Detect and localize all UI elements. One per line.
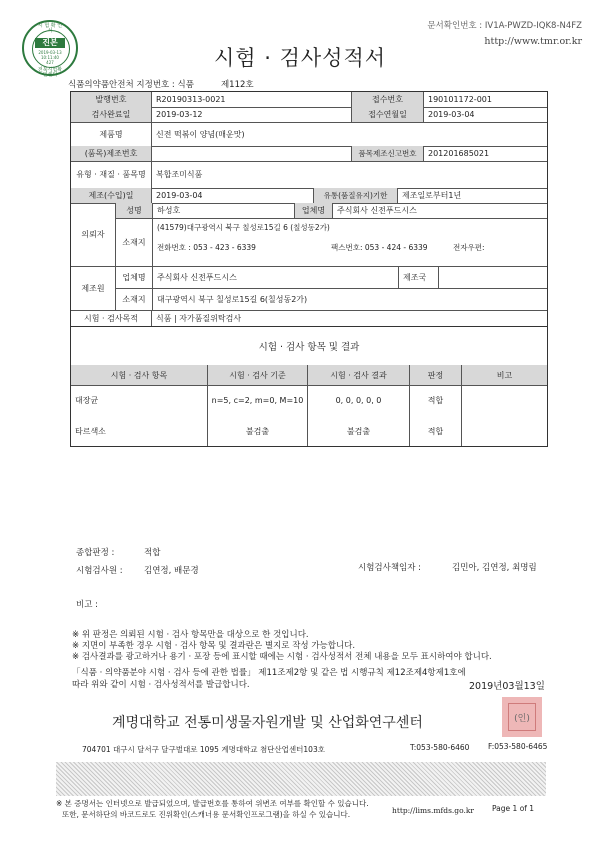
remark-label: 비고 : xyxy=(76,600,98,610)
client-name: 하성호 xyxy=(152,203,294,218)
footer-note-1: ※ 본 증명서는 인터넷으로 발급되었으며, 발급번호를 통하여 위변조 여부를 확인할 수 있습니다. xyxy=(56,799,369,808)
receipt-date: 2019-03-04 xyxy=(423,107,547,122)
institution-address: 704701 대구시 달서구 달구벌대로 1095 계명대학교 첨단산업센터103호 xyxy=(82,745,325,754)
client-address: (41579)대구광역시 북구 칠성로15길 6 (칠성동2가) xyxy=(157,223,330,232)
table-row: 대장균 n=5, c=2, m=0, M=10 0, 0, 0, 0, 0 적합 xyxy=(71,385,547,416)
col-header-standard: 시험 · 검사 기준 xyxy=(207,365,307,385)
receipt-number-label: 접수번호 xyxy=(351,92,423,107)
purpose: 식품 | 자가품질위탁검사 xyxy=(151,310,547,326)
col-header-result: 시험 · 검사 결과 xyxy=(307,365,409,385)
purpose-label: 시험 · 검사목적 xyxy=(84,313,138,323)
legal-basis-line2: 따라 위와 같이 시험 · 검사성적서를 발급합니다. xyxy=(72,680,250,690)
institution-tel: T:053-580-6460 xyxy=(410,743,470,752)
page-title: 시험 · 검사성적서 xyxy=(213,46,387,70)
results-table xyxy=(70,327,548,447)
manufacture-date: 2019-03-04 xyxy=(151,188,313,203)
client-email: 전자우편: xyxy=(453,243,485,252)
client-company-label: 업체명 xyxy=(294,203,332,218)
results-section-title: 시험 · 검사 항목 및 결과 xyxy=(71,327,547,366)
authenticity-stamp: 시 험 확 인 서 진본 2019-03-13 10:11:40 427 전북시험확인센터 xyxy=(22,20,78,76)
client-phone: 전화번호 : 053 - 423 - 6339 xyxy=(157,243,256,252)
client-company: 주식회사 신전푸드시스 xyxy=(332,203,547,218)
type-material-label: 유형 · 재질 · 품목명 xyxy=(76,170,146,179)
manufacturer-label: 제조원 xyxy=(81,283,105,293)
receipt-date-label: 접수연월일 xyxy=(351,107,423,122)
note-line: ※ 위 판정은 의뢰된 시험 · 검사 항목만을 대상으로 한 것입니다. xyxy=(72,630,309,640)
manufacturer-address-label: 소재지 xyxy=(122,294,146,304)
institution-fax: F:053-580-6465 xyxy=(488,742,548,751)
info-table xyxy=(70,91,548,327)
manufacture-date-label: 제조(수입)일 xyxy=(71,188,151,203)
security-barcode xyxy=(56,762,546,796)
product-name-label: 제품명 xyxy=(99,129,123,139)
legal-basis-line1: 「식품 · 의약품분야 시험 · 검사 등에 관한 법률」 제11조제2항 및 같은 법 시행규칙 제12조제4항제1호에 xyxy=(72,668,466,678)
footer-url[interactable]: http://lims.mfds.go.kr xyxy=(392,806,475,815)
manufacturer-company: 주식회사 신전푸드시스 xyxy=(152,266,398,288)
institution-name: 계명대학교 전통미생물자원개발 및 산업화연구센터 xyxy=(112,715,423,731)
type-material: 복합조미식품 xyxy=(151,161,547,188)
issue-number: R20190313-0021 xyxy=(151,92,351,107)
expiry: 제조일로부터1년 xyxy=(397,188,547,203)
responsible-label: 시험검사책임자 : xyxy=(358,563,422,573)
inspector: 김연정, 배문경 xyxy=(144,566,199,576)
col-header-note: 비고 xyxy=(461,365,547,385)
client-fax: 팩스번호: 053 - 424 - 6339 xyxy=(331,243,428,252)
manufacturer-company-label: 업체명 xyxy=(122,272,146,282)
manufacturer-country xyxy=(438,266,547,288)
manufacture-number xyxy=(151,146,351,161)
table-row: 타르색소 불검출 불검출 적합 xyxy=(71,416,547,446)
website-url[interactable]: http://www.tmr.or.kr xyxy=(484,36,582,47)
issue-date: 2019년03월13일 xyxy=(469,681,545,692)
completion-date: 2019-03-12 xyxy=(151,107,351,122)
client-name-label: 성명 xyxy=(116,203,152,218)
page-number: Page 1 of 1 xyxy=(492,804,535,813)
note-line: ※ 지면이 부족한 경우 시험 · 검사 항목 및 결과란은 별지로 작성 가능합니다. xyxy=(72,641,356,651)
footer-note-2: 또한, 문서하단의 바코드로도 진위확인(스캐너용 문서확인프로그램)을 하실 수 있습니다. xyxy=(62,810,351,819)
responsible: 김민아, 김연정, 최명림 xyxy=(452,563,537,573)
col-header-judgment: 판정 xyxy=(409,365,461,385)
inspector-label: 시험검사원 : xyxy=(76,566,123,576)
manufacturer-address: 대구광역시 북구 칠성로15길 6(칠성동2가) xyxy=(152,288,547,310)
client-label: 의뢰자 xyxy=(81,230,105,239)
product-name: 신전 떡볶이 양념(매운맛) xyxy=(151,122,547,146)
issue-number-label: 발행번호 xyxy=(71,92,151,107)
manufacture-number-label: (품목)제조번호 xyxy=(71,146,151,161)
manufacturer-country-label: 제조국 xyxy=(398,266,438,288)
overall-judgment-label: 종합판정 : xyxy=(76,548,115,558)
official-seal: (인) xyxy=(502,697,542,737)
report-number: 201201685021 xyxy=(423,146,547,161)
note-line: ※ 검사결과를 광고하거나 용기 · 포장 등에 표시할 때에는 시험 · 검사성적서 전체 내용을 모두 표시하여야 합니다. xyxy=(72,652,492,662)
expiry-label: 유통(품질유지)기한 xyxy=(313,188,397,203)
completion-date-label: 검사완료일 xyxy=(71,107,151,122)
receipt-number: 190101172-001 xyxy=(423,92,547,107)
designation-number: 식품의약품안전처 지정번호 : 식품 제112호 xyxy=(68,80,254,90)
document-confirmation-number: 문서확인번호 : IV1A-PWZD-IQK8-N4FZ xyxy=(427,21,582,31)
client-address-label: 소재지 xyxy=(122,237,146,247)
col-header-item: 시험 · 검사 항목 xyxy=(110,370,168,380)
overall-judgment: 적합 xyxy=(144,548,161,558)
report-number-label: 품목제조신고번호 xyxy=(351,146,423,161)
